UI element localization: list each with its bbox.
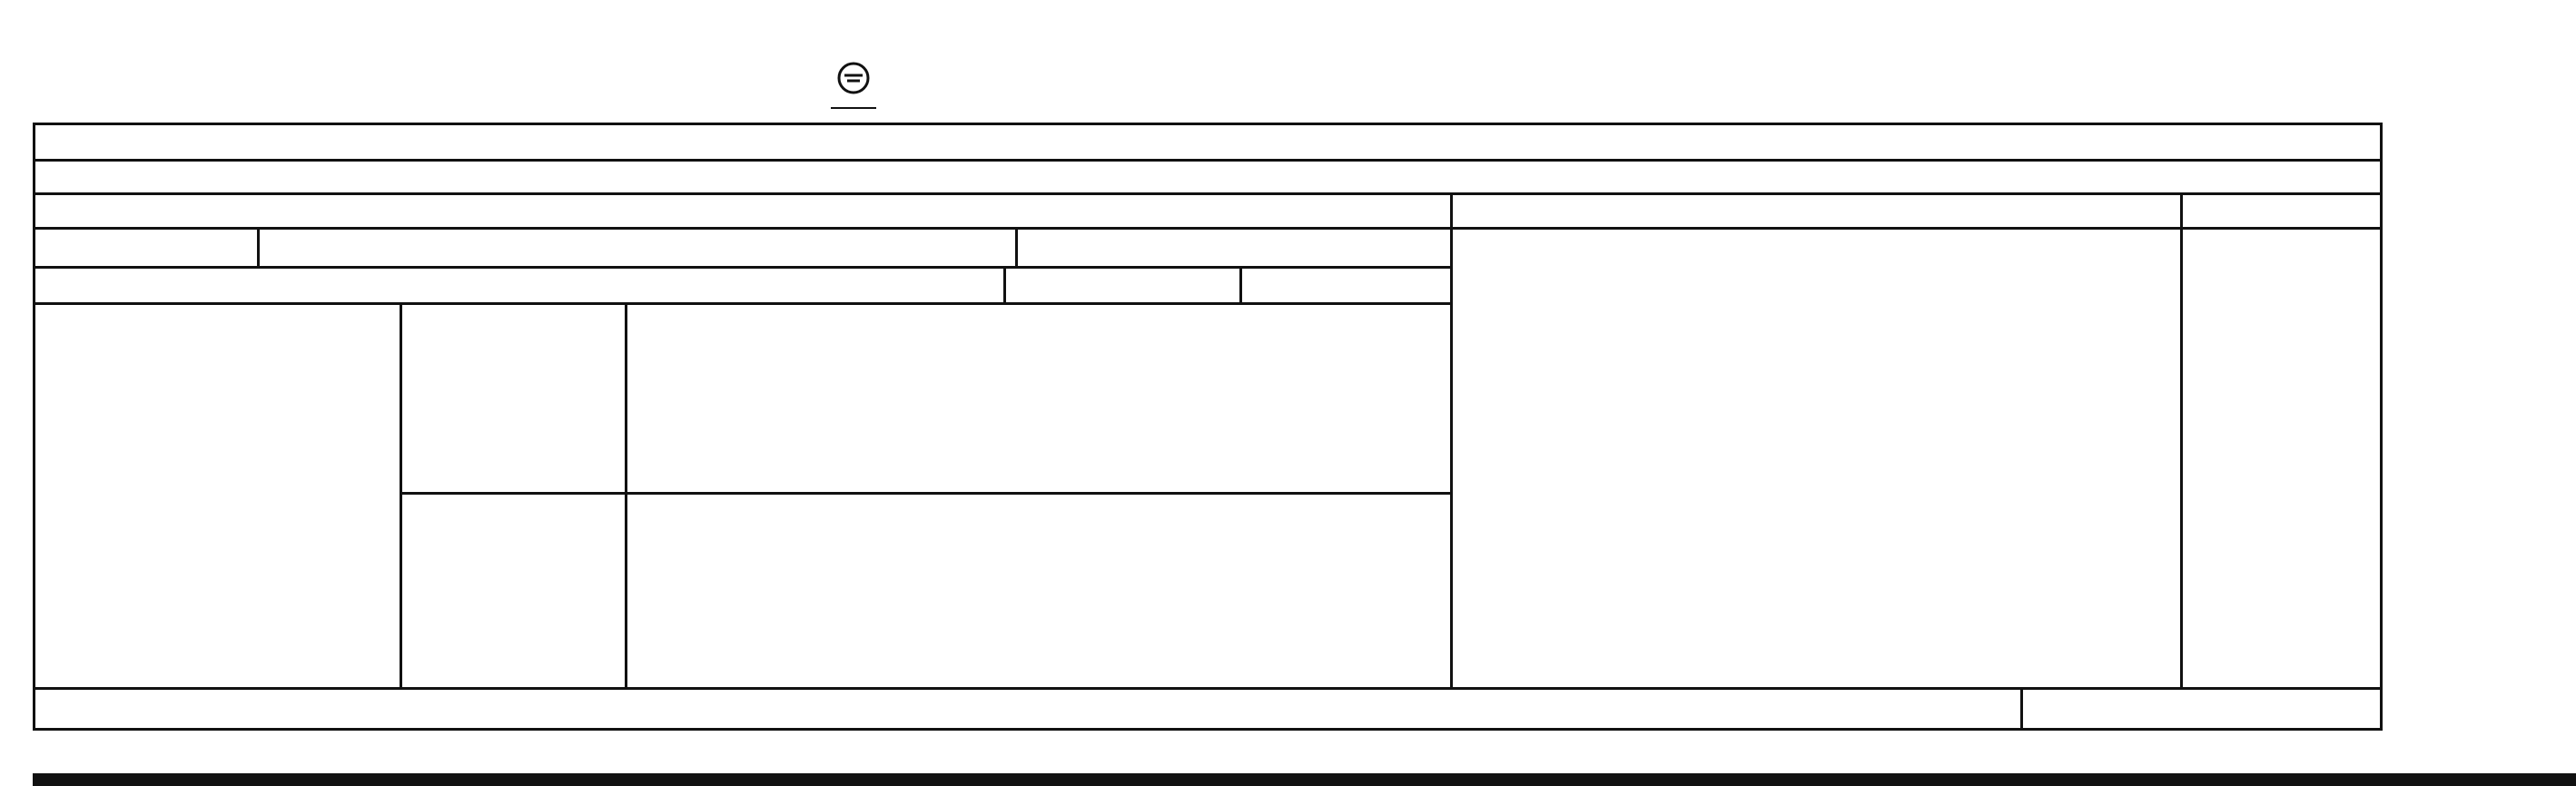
barcode [1489,51,2206,116]
bottom-edge [33,773,2576,786]
certipostal-logo [822,60,885,114]
observations-area[interactable] [2183,230,2381,686]
signature-area[interactable] [1453,230,2179,686]
certipostal-logo-icon [822,60,885,114]
